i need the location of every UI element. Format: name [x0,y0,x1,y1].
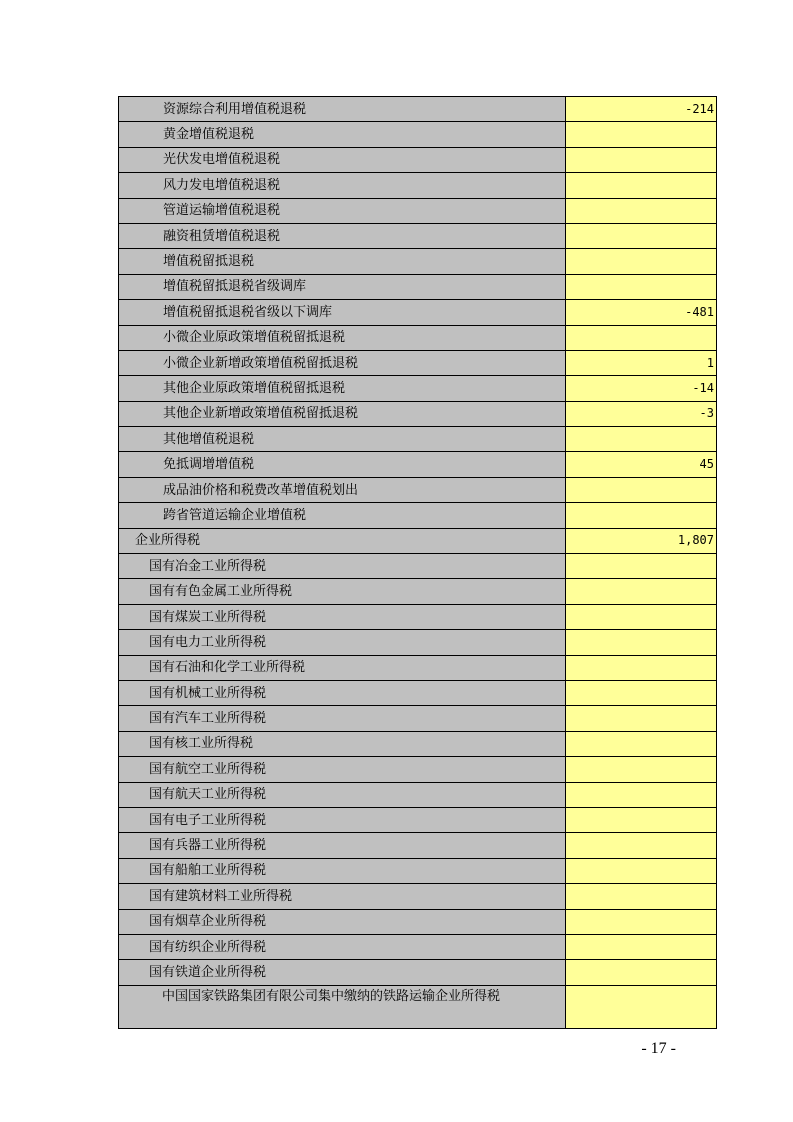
row-value: -14 [566,376,717,401]
table-row [119,97,717,122]
table-row [119,325,717,350]
row-label: 成品油价格和税费改革增值税划出 [119,477,566,502]
row-label: 其他企业新增政策增值税留抵退税 [119,401,566,426]
page-number: - 17 - [641,1040,676,1057]
table-row [119,503,717,528]
row-value [566,630,717,655]
row-value [566,833,717,858]
budget-table [118,96,717,1029]
table-row [119,223,717,248]
row-label: 中国国家铁路集团有限公司集中缴纳的铁路运输企业所得税 [119,985,566,1028]
row-label: 跨省管道运输企业增值税 [119,503,566,528]
row-label: 国有汽车工业所得税 [119,706,566,731]
row-value [566,604,717,629]
row-label: 其他企业原政策增值税留抵退税 [119,376,566,401]
table-row [119,554,717,579]
table-row [119,376,717,401]
row-value [566,655,717,680]
table-row [119,173,717,198]
row-label: 国有有色金属工业所得税 [119,579,566,604]
table-row [119,477,717,502]
row-label: 国有建筑材料工业所得税 [119,884,566,909]
table-row [119,122,717,147]
row-value [566,985,717,1028]
table-row [119,706,717,731]
row-value [566,706,717,731]
row-value [566,427,717,452]
budget-table-body [119,97,717,1029]
row-label: 资源综合利用增值税退税 [119,97,566,122]
row-value [566,122,717,147]
table-row [119,630,717,655]
row-value [566,884,717,909]
table-row [119,147,717,172]
row-label: 国有石油和化学工业所得税 [119,655,566,680]
row-label: 黄金增值税退税 [119,122,566,147]
row-label: 企业所得税 [119,528,566,553]
row-value [566,807,717,832]
row-label: 管道运输增值税退税 [119,198,566,223]
row-label: 融资租赁增值税退税 [119,223,566,248]
row-value: -214 [566,97,717,122]
table-row [119,934,717,959]
row-value [566,934,717,959]
table-row [119,807,717,832]
row-label: 风力发电增值税退税 [119,173,566,198]
row-value [566,680,717,705]
row-value [566,147,717,172]
row-label: 增值税留抵退税省级调库 [119,274,566,299]
table-row [119,757,717,782]
row-value [566,274,717,299]
table-row [119,884,717,909]
table-row [119,782,717,807]
table-row [119,350,717,375]
row-value: 1,807 [566,528,717,553]
row-label: 国有电子工业所得税 [119,807,566,832]
row-value: 45 [566,452,717,477]
row-label: 增值税留抵退税 [119,249,566,274]
table-row [119,427,717,452]
row-value: -3 [566,401,717,426]
row-value [566,757,717,782]
row-value [566,223,717,248]
table-row [119,300,717,325]
row-value [566,173,717,198]
row-value: 1 [566,350,717,375]
row-label: 国有纺织企业所得税 [119,934,566,959]
table-row [119,680,717,705]
row-label: 国有电力工业所得税 [119,630,566,655]
table-row [119,655,717,680]
table-row [119,198,717,223]
row-label: 其他增值税退税 [119,427,566,452]
table-row [119,960,717,985]
row-label: 国有航空工业所得税 [119,757,566,782]
table-row [119,985,717,1028]
row-label: 国有烟草企业所得税 [119,909,566,934]
table-row [119,401,717,426]
row-label: 国有煤炭工业所得税 [119,604,566,629]
row-value [566,782,717,807]
table-row [119,833,717,858]
row-value [566,249,717,274]
row-label: 国有冶金工业所得税 [119,554,566,579]
table-row [119,249,717,274]
row-label: 小微企业新增政策增值税留抵退税 [119,350,566,375]
row-value [566,731,717,756]
row-value [566,503,717,528]
table-row [119,731,717,756]
table-row [119,274,717,299]
table-row [119,579,717,604]
row-value: -481 [566,300,717,325]
row-label: 增值税留抵退税省级以下调库 [119,300,566,325]
row-label: 国有铁道企业所得税 [119,960,566,985]
row-label: 免抵调增增值税 [119,452,566,477]
row-label: 国有航天工业所得税 [119,782,566,807]
table-row [119,604,717,629]
row-value [566,198,717,223]
row-value [566,960,717,985]
table-row [119,452,717,477]
table-row [119,909,717,934]
table-row [119,858,717,883]
row-label: 国有船舶工业所得税 [119,858,566,883]
row-value [566,477,717,502]
row-value [566,325,717,350]
table-row [119,528,717,553]
row-value [566,858,717,883]
row-value [566,579,717,604]
row-label: 光伏发电增值税退税 [119,147,566,172]
row-label: 小微企业原政策增值税留抵退税 [119,325,566,350]
row-value [566,909,717,934]
row-label: 国有机械工业所得税 [119,680,566,705]
row-label: 国有兵器工业所得税 [119,833,566,858]
row-value [566,554,717,579]
row-label: 国有核工业所得税 [119,731,566,756]
